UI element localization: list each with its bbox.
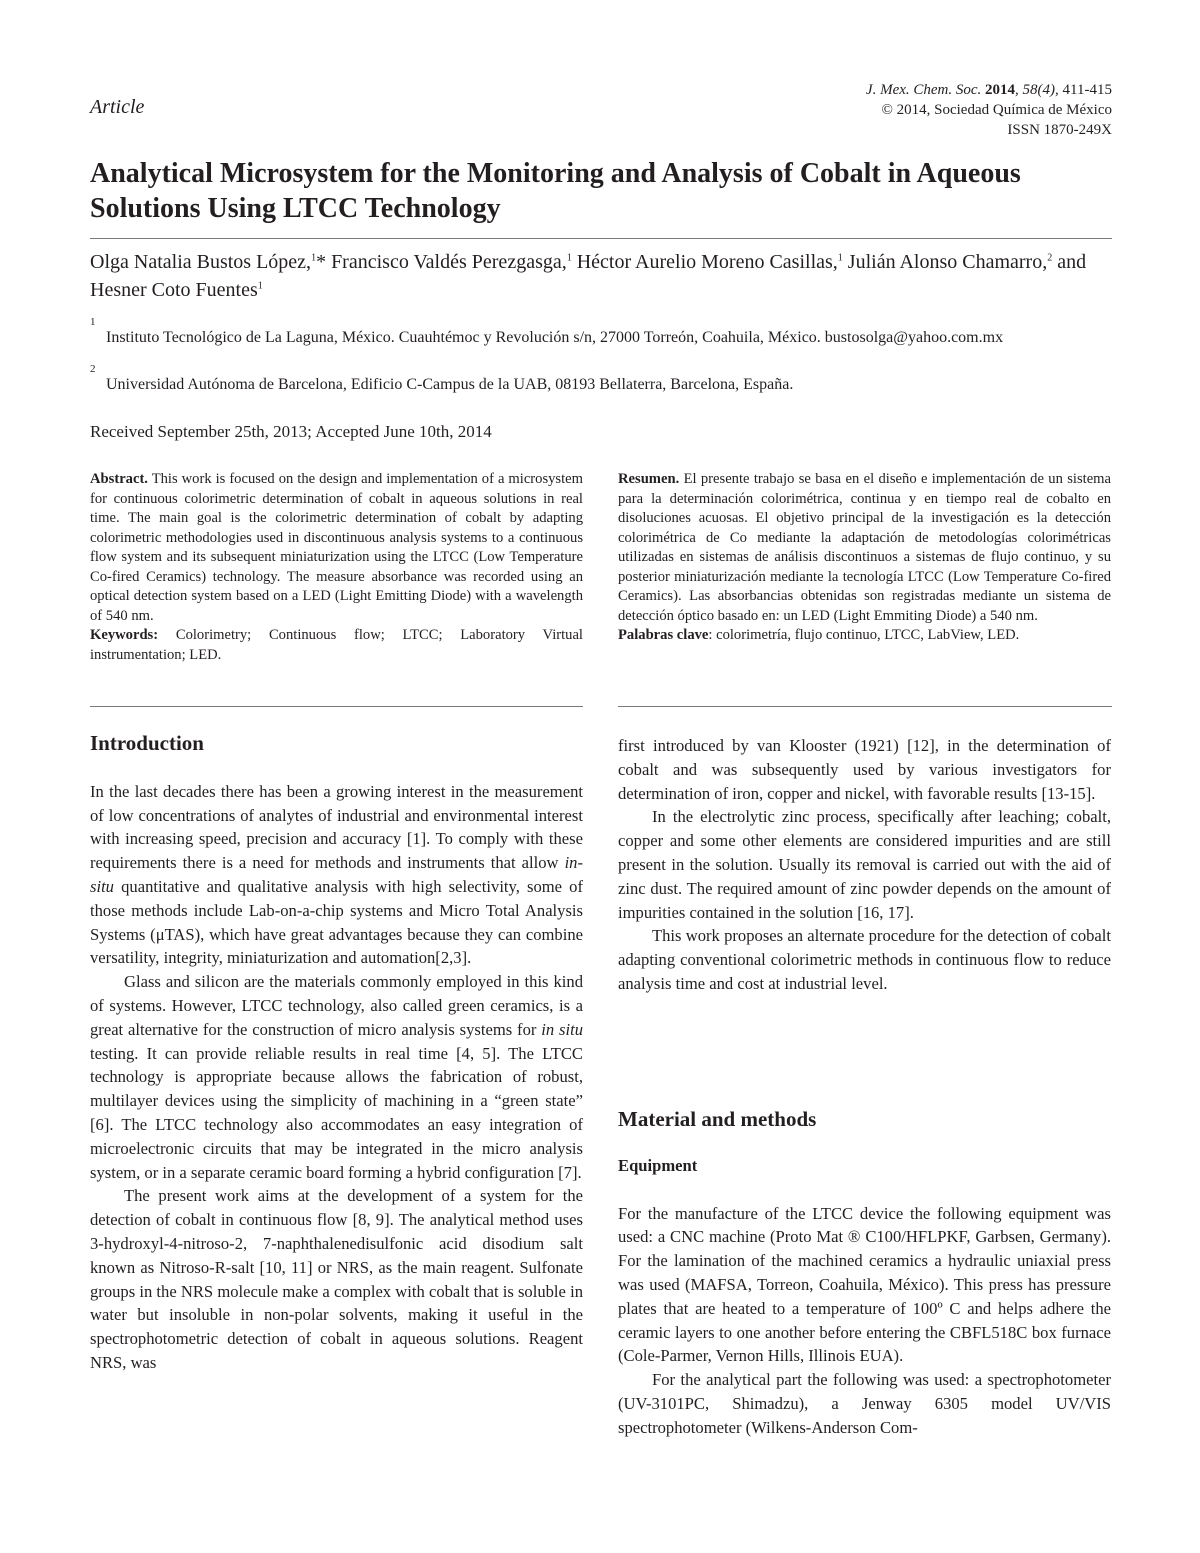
keywords — [90, 626, 583, 665]
journal-volume: 58(4) — [1022, 82, 1056, 98]
methods-paragraph-1: For the manufacture of the LTCC device the following equipment was used: a CNC machine (Proto Mat ® C100/HFLPKF, Garbsen, Germany). For the lamination of the machined ceramics a hydraulic uniaxial press was used (MAFSA, Torreon, Coahuila, México). This press has pressure plates that are heated to a temperature of 100º C and helps adhere the ceramic layers to one another before entering the CBFL518C box furnace (Cole-Parmer, Vernon Hills, Illinois EUA). — [618, 1203, 1111, 1366]
affiliation-ref: 1 — [837, 252, 843, 264]
abstract-rule-right — [618, 706, 1112, 707]
journal-pages: , 411-415 — [1055, 82, 1112, 98]
keywords-text: Colorimetry; Continuous flow; LTCC; Laboratory Virtual instrumentation; LED. — [90, 627, 583, 663]
journal-name: J. Mex. Chem. Soc. — [865, 82, 982, 98]
affiliation-ref: 1 — [311, 252, 317, 264]
journal-issn: ISSN 1870-249X — [1007, 122, 1112, 138]
journal-citation: J. Mex. Chem. Soc. 2014, 58(4), 411-415 — [865, 82, 1112, 98]
palabras-clave-text: : colorimetría, flujo continuo, LTCC, LabView, LED. — [708, 627, 1020, 643]
intro-paragraph-5: In the electrolytic zinc process, specifically after leaching; cobalt, copper and some other elements are considered impurities and are still present in the solution. Usually its removal is carried out with the aid of zinc dust. The required amount of zinc powder depends on the amount of impurities contained in the solution [16, 17]. — [618, 807, 1111, 922]
abstract-english — [90, 470, 583, 665]
journal-copyright: © 2014, Sociedad Química de México — [881, 102, 1112, 118]
resumen-text: El presente trabajo se basa en el diseño e implementación de un sistema para la determinación colorimétrica, continua y en tiempo real de cobalto en disoluciones acuosas. El objetivo principal de la investigación es la detección colorimétrica de Co mediante la adaptación de metodologías colorimétricas utilizadas en sistemas de análisis discontinuos a sistemas de flujo continuo, y su posterior miniaturización mediante la tecnología LTCC (Low Temperature Co-fired Ceramics). Las absorbancias obtenidas son registradas mediante un sistema de detección óptico basado en: un LED (Light Emmiting Diode) a 540 nm. — [618, 471, 1111, 624]
author-list — [90, 248, 1120, 304]
abstract-label: Abstract. — [90, 471, 148, 487]
resumen-label: Resumen. — [618, 471, 680, 487]
journal-year: 2014 — [985, 82, 1016, 98]
author-name: Olga Natalia Bustos López, — [90, 251, 312, 273]
title-rule — [90, 238, 1112, 239]
italic-term: in-situ — [90, 853, 583, 896]
palabras-clave — [618, 626, 1111, 646]
article-type-label: Article — [90, 96, 145, 118]
author-name: Héctor Aurelio Moreno Casillas, — [571, 251, 838, 273]
keywords-label: Keywords: — [90, 627, 159, 643]
affiliation-2: 2 Universidad Autónoma de Barcelona, Edificio C-Campus de la UAB, 08193 Bellaterra, Barcelona, España. — [90, 373, 1120, 396]
section-heading-methods: Material and methods — [618, 1107, 817, 1131]
journal-info — [866, 80, 1112, 140]
section-heading-introduction: Introduction — [90, 731, 204, 755]
italic-term: in situ — [541, 1019, 584, 1039]
received-dates: Received September 25th, 2013; Accepted June 10th, 2014 — [90, 422, 492, 441]
affiliation-1: 1 Instituto Tecnológico de La Laguna, México. Cuauhtémoc y Revolución s/n, 27000 Torreón, Coahuila, México. bustosolga@yahoo.com.mx — [90, 326, 1120, 349]
left-column — [90, 732, 583, 1375]
abstract-spanish — [618, 470, 1111, 646]
right-column — [618, 734, 1111, 996]
affiliation-ref: 1 — [257, 280, 263, 292]
author-name: and Hesner Coto Fuentes — [90, 251, 1087, 301]
methods-section — [618, 1108, 1111, 1440]
affiliation-text: Instituto Tecnológico de La Laguna, México. Cuauhtémoc y Revolución s/n, 27000 Torreón, Coahuila, México. bustosolga@yahoo.com.mx — [106, 329, 1004, 346]
methods-paragraph-2: For the analytical part the following was used: a spectrophotometer (UV-3101PC, Shimadzu), a Jenway 6305 model UV/VIS spectrophotometer (Wilkens-Anderson Com- — [618, 1370, 1111, 1437]
affiliation-text: Universidad Autónoma de Barcelona, Edificio C-Campus de la UAB, 08193 Bellaterra, Barcelona, España. — [106, 376, 794, 393]
palabras-clave-label: Palabras clave — [618, 627, 709, 643]
intro-paragraph-4: first introduced by van Klooster (1921) [12], in the determination of cobalt and was subsequently used by various investigators for determination of iron, copper and nickel, with favorable results [13-15]. — [618, 736, 1111, 803]
abstract-paragraph — [90, 470, 583, 626]
subsection-heading-equipment: Equipment — [618, 1155, 698, 1175]
affiliation-ref: 1 — [566, 252, 572, 264]
author-name: * Francisco Valdés Perezgasga, — [316, 251, 567, 273]
abstract-text: This work is focused on the design and implementation of a microsystem for continuous colorimetric determination of cobalt in aqueous solutions in real time. The main goal is the colorimetric determination of cobalt by adapting colorimetric methodologies used in discontinuous analysis systems to a continuous flow system and its subsequent miniaturization using the LTCC (Low Temperature Co-fired Ceramics) technology. The measure absorbance was recorded using an optical detection system based on a LED (Light Emitting Diode) with a wavelength of 540 nm. — [90, 471, 583, 624]
affiliation-ref: 2 — [1047, 252, 1053, 264]
intro-paragraph-3: The present work aims at the development of a system for the detection of cobalt in continuous flow [8, 9]. The analytical method uses 3-hydroxyl-4-nitroso-2, 7-naphthalenedisulfonic acid disodium salt known as Nitroso-R-salt [10, 11] or NRS, as the main reagent. Sulfonate groups in the NRS molecule make a complex with cobalt that is soluble in water but insoluble in non-polar solvents, making it useful in the spectrophotometric detection of cobalt in aqueous solutions. Reagent NRS, was — [90, 1186, 583, 1372]
intro-paragraph-1: In the last decades there has been a growing interest in the measurement of low concentrations of analytes of industrial and environmental interest with increasing speed, precision and accuracy [1]. To comply with these requirements there is a need for methods and instruments that allow in-situ quantitative and qualitative analysis with high selectivity, some of those methods include Lab-on-a-chip systems and Micro Total Analysis Systems (μTAS), which have great advantages because they can combine versatility, integrity, miniaturization and automation[2,3]. — [90, 781, 583, 968]
resumen-paragraph — [618, 470, 1111, 626]
author-name: Julián Alonso Chamarro, — [842, 251, 1048, 273]
abstract-rule-left — [90, 706, 583, 707]
intro-paragraph-2: Glass and silicon are the materials commonly employed in this kind of systems. However, LTCC technology, also called green ceramics, is a great alternative for the construction of micro analysis systems for in situ testing. It can provide reliable results in real time [4, 5]. The LTCC technology is appropriate because allows the fabrication of robust, multilayer devices using the simplicity of machining in a “green state” [6]. The LTCC technology also accommodates an easy integration of microelectronic circuits that may be integrated in the micro analysis system, or in a separate ceramic board forming a hybrid configuration [7]. — [90, 972, 584, 1182]
paper-title: Analytical Microsystem for the Monitoring and Analysis of Cobalt in Aqueous Solutions Using LTCC Technology — [90, 158, 1021, 224]
intro-paragraph-6: This work proposes an alternate procedure for the detection of cobalt adapting conventional colorimetric methods in continuous flow to reduce analysis time and cost at industrial level. — [618, 926, 1111, 993]
